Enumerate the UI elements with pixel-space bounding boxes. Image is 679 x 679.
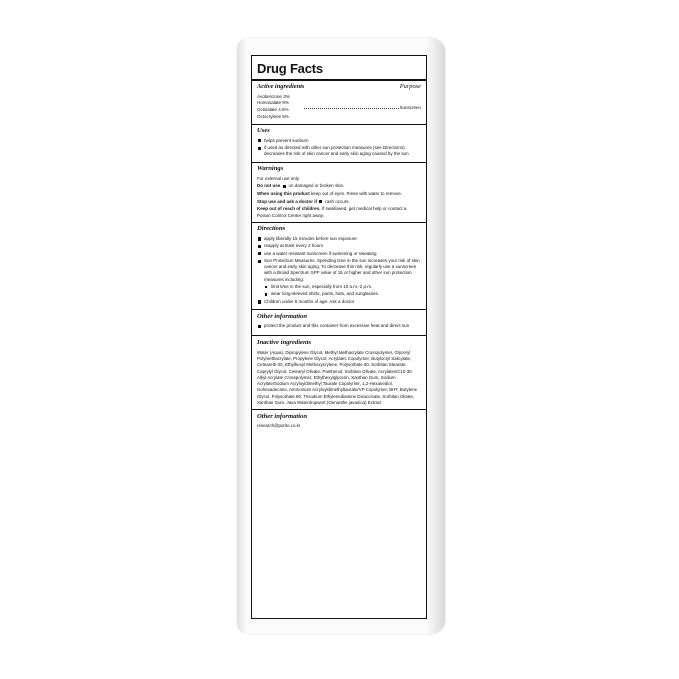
uses-item: helps prevent sunburn: [257, 138, 421, 144]
warning-label: When using this product: [257, 190, 310, 196]
directions-item: reapply at least every 2 hours: [257, 243, 421, 249]
directions-item: Sun Protection Measures. Spending time in the sun increases your risk of skin cancer and early skin aging. To decrease this risk, regularly use a sunscreen with a Broad Spectrum SPF value of 15 or higher and other sun protection measures including:: [257, 258, 421, 283]
directions-item: Children under 6 months of age: Ask a doctor: [257, 299, 421, 305]
uses-list: [252, 137, 426, 162]
active-ingredients-heading: Active ingredients: [257, 83, 305, 91]
warning-line: [252, 190, 426, 198]
warnings-intro: For external use only.: [257, 175, 300, 181]
purpose-heading: Purpose: [399, 83, 421, 91]
directions-subitem: limit time in the sun, especially from 10 a.m.-2 p.m.: [257, 284, 421, 290]
directions-item: use a water resistant sunscreen if swimming or sweating: [257, 251, 421, 257]
active-ingredient-item: Avobenzone 3%: [257, 93, 290, 99]
uses-heading: Uses: [257, 127, 270, 135]
inactive-ingredients-body: Water (Aqua), Dipropylene Glycol, Methyl Methacrylate Crosspolymer, Glyceryl Polymethacrylate, Propylene Glycol, Acrylates Copolymer, Butyloctyl Salicylate, Ceteareth-20, Ethylhexyl Methoxycrylene, Polysorbate 60, Sorbitan Stearate, Caprylyl Glycol, Cetearyl Olivate, Panthenol, Sorbitan Olivate, Acrylates/C10-30 Alkyl Acrylate Crosspolymer, Ethylhexylglycerin, Xanthan Gum, Sodium Acrylate/Sodium Acryloyldimethyl Taurate Copolymer, 1,2-Hexanediol, Isohexadecane, Ammonium Acryloyldimethyltaurate/VP Copolymer, BHT, Butylene Glycol, Polysorbate 80, Trisodium Ethylenediamine Disuccinate, Sorbitan Oleate, Xanthan Gum, Java Waterdropwort (Oenanthe javanica) Extract: [257, 349, 418, 405]
warning-text: on damaged or broken skin.: [282, 183, 345, 189]
warning-label: Keep out of reach of children.: [257, 206, 321, 212]
directions-subitem: wear long-sleeved shirts, pants, hats, and sunglasses.: [257, 291, 421, 297]
warning-label: Stop use and ask a doctor if: [257, 198, 318, 204]
active-ingredients-list: [252, 92, 426, 124]
uses-item: if used as directed with other sun protection measures (see Directions) decreases the risk of skin cancer and early skin aging caused by the sun: [257, 145, 421, 157]
active-ingredient-item: Octisalate 4.5%: [257, 107, 289, 113]
warning-text: If swallowed, get medical help or contact a Poison Control Center right away.: [257, 206, 407, 218]
directions-heading: Directions: [257, 225, 286, 233]
purpose-value: Sunscreen: [399, 104, 421, 110]
package-left-shading: [237, 38, 247, 634]
inactive-ingredients-heading: Inactive ingredients: [257, 338, 312, 346]
other-information-1-list: [252, 322, 426, 335]
active-ingredients-header: [252, 81, 426, 93]
other-information-2-heading: Other information: [257, 412, 308, 420]
panel-title: Drug Facts: [257, 61, 323, 76]
warnings-heading: Warnings: [257, 165, 284, 173]
other-information-item: protect the product and this container from excessive heat and direct sun: [257, 323, 421, 329]
contact-email: research@purito.co.kr: [257, 423, 301, 429]
warning-line: [252, 205, 426, 222]
active-ingredient-item: Homosalate 9%: [257, 100, 289, 106]
other-information-1-heading: Other information: [257, 312, 308, 320]
package-right-shading: [427, 38, 445, 634]
warning-line: [252, 197, 426, 205]
warning-text: rash occurs.: [318, 199, 350, 205]
warning-line: [252, 182, 426, 190]
warning-label: Do not use: [257, 183, 281, 189]
purpose-leader-dots: [304, 108, 399, 109]
active-ingredient-item: Octocrylene 5%: [257, 113, 289, 119]
directions-item: apply liberally 15 minutes before sun exposure: [257, 236, 421, 242]
drug-facts-panel: [251, 55, 427, 619]
directions-list: [252, 235, 426, 309]
warning-text: keep out of eyes. Rinse with water to remove.: [311, 190, 403, 196]
